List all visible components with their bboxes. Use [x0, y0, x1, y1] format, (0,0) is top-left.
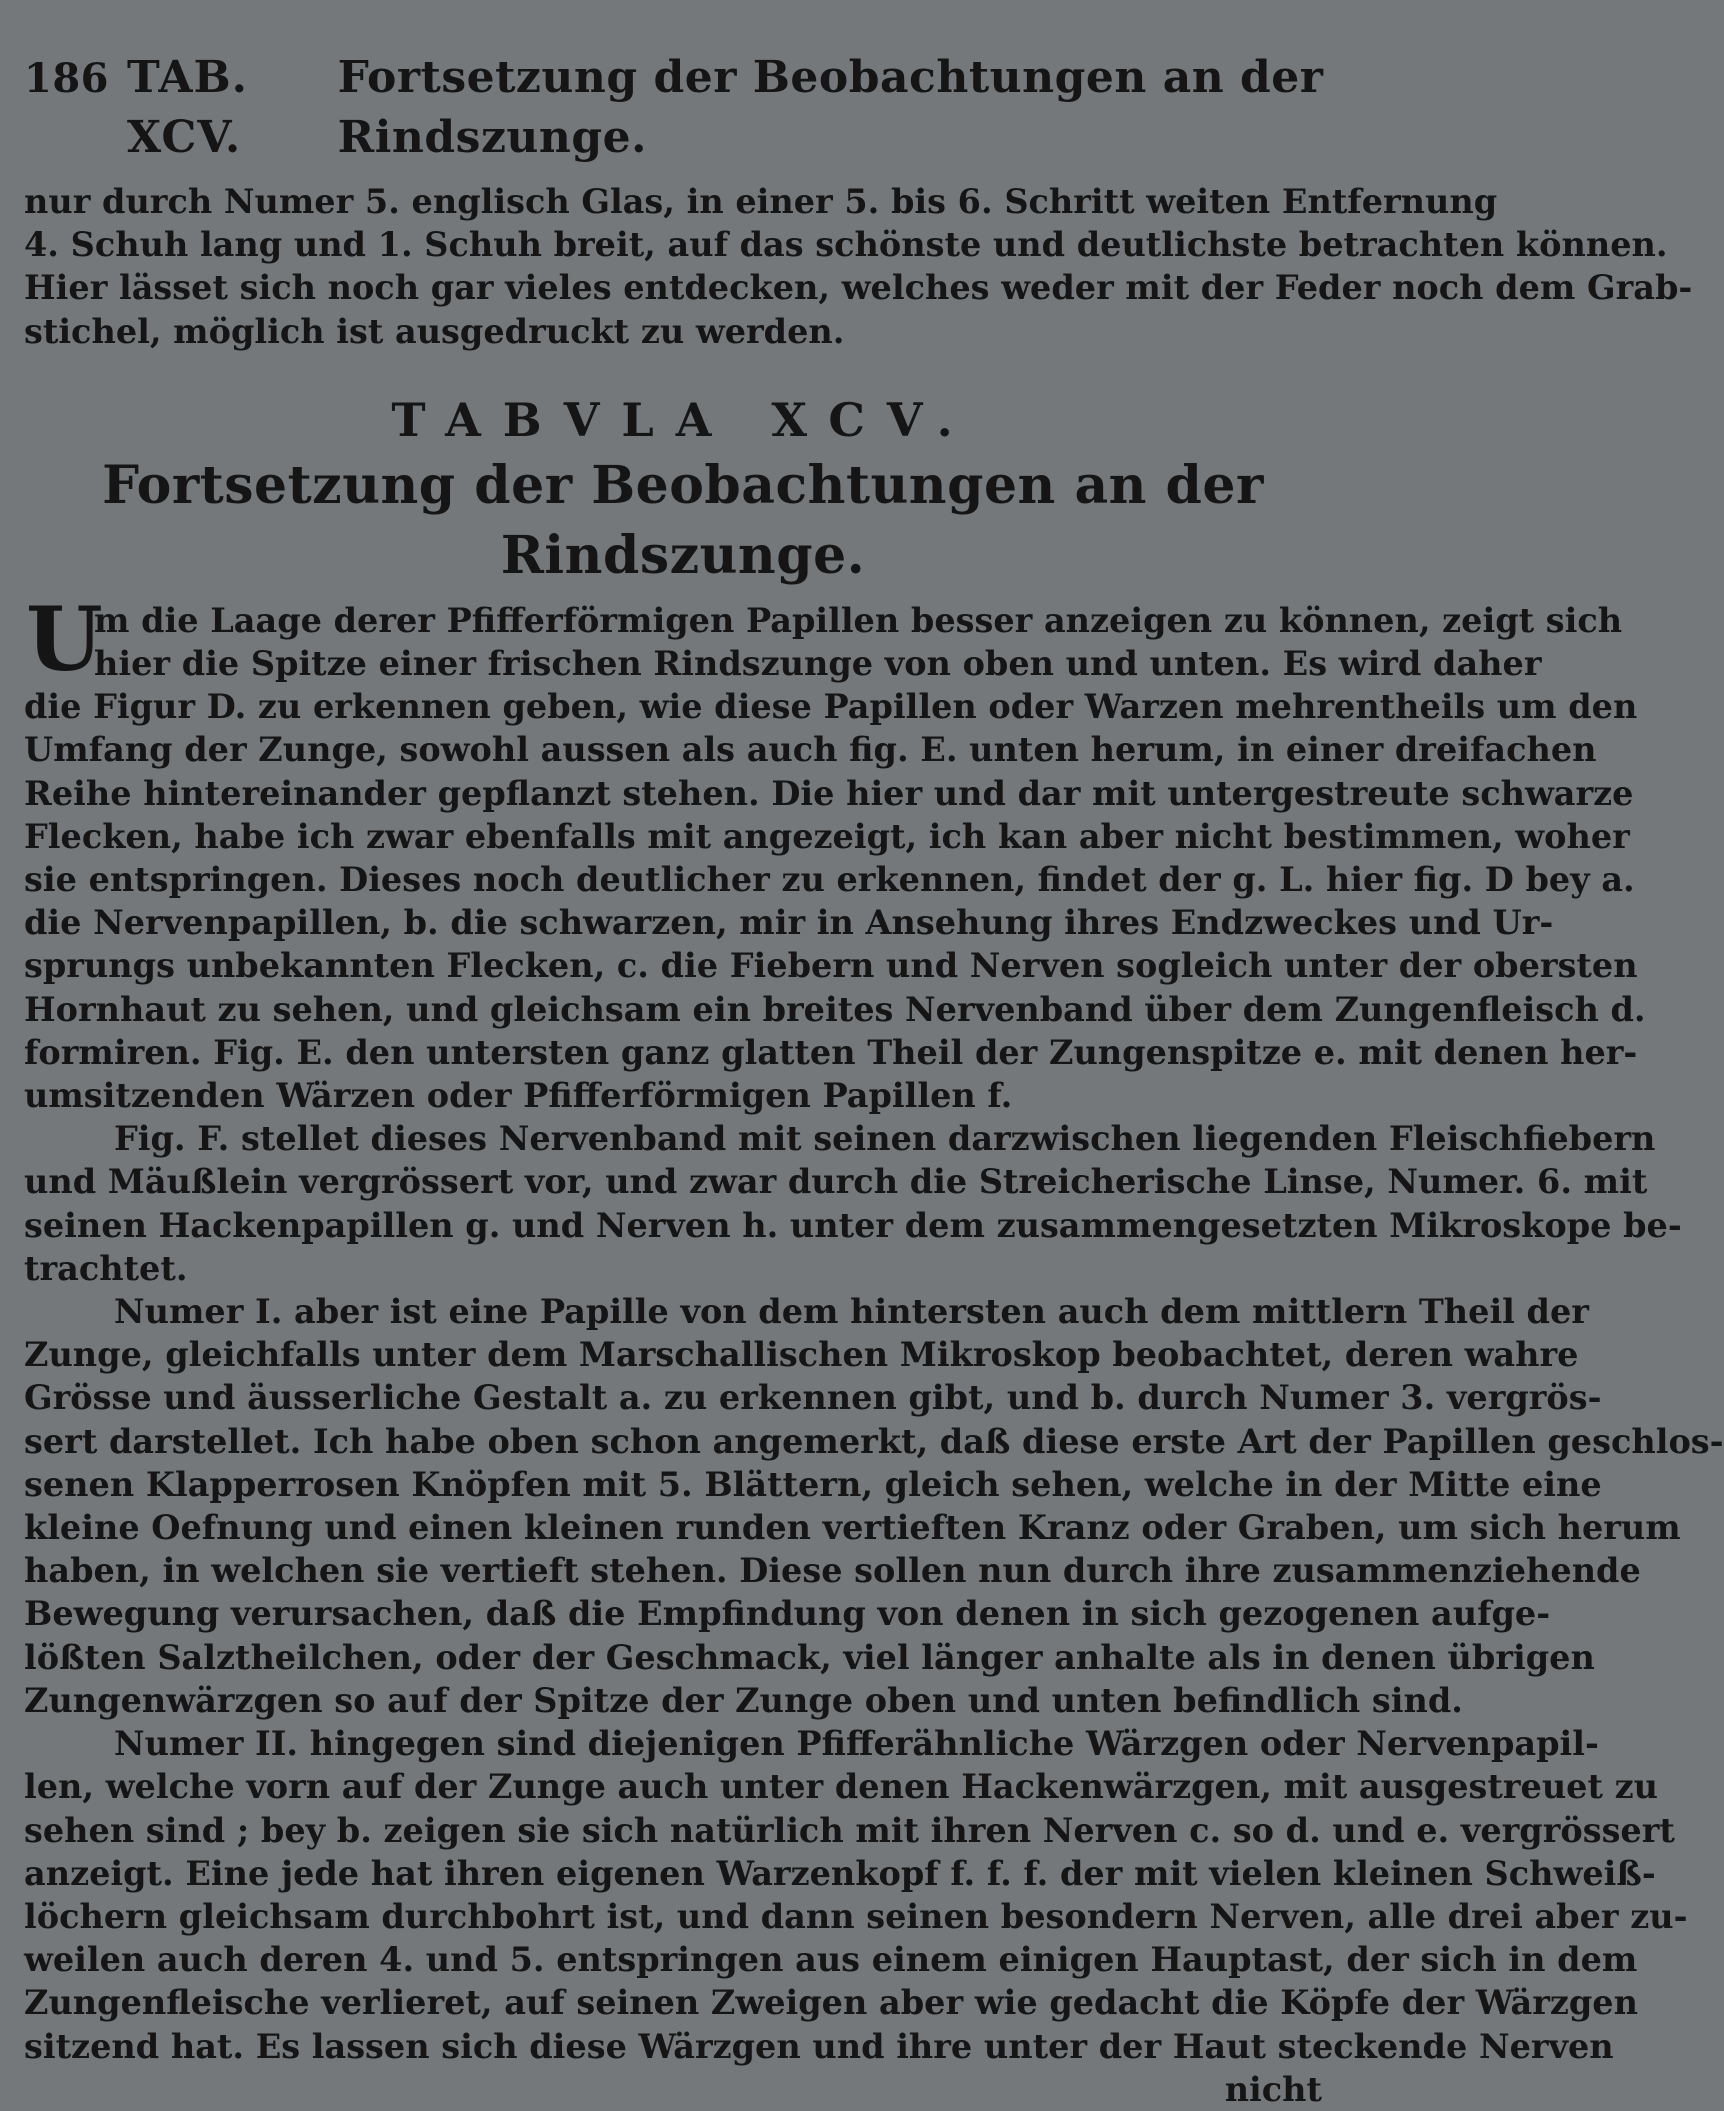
- text-line: m die Laage derer Pfifferförmigen Papillen besser anzeigen zu können, zeigt sich: [94, 600, 1623, 640]
- text-line: Zungenwärzgen so auf der Spitze der Zunge oben und unten befindlich sind.: [24, 1680, 1463, 1720]
- text-line: len, welche vorn auf der Zunge auch unter denen Hackenwärzgen, mit ausgestreuet zu: [24, 1767, 1659, 1807]
- text-line: Grösse und äusserliche Gestalt a. zu erkennen gibt, und b. durch Numer 3. vergrös-: [24, 1378, 1602, 1418]
- text-line: senen Klapperrosen Knöpfen mit 5. Blättern, gleich sehen, welche in der Mitte eine: [24, 1464, 1602, 1504]
- text-line: Hornhaut zu sehen, und gleichsam ein breites Nervenband über dem Zungenfleisch d.: [24, 989, 1646, 1029]
- text-line: trachtet.: [24, 1248, 188, 1288]
- paragraph-3: [24, 1290, 1724, 1722]
- text-line: anzeigt. Eine jede hat ihren eigenen Warzenkopf f. f. f. der mit vielen kleinen Schweiß-: [24, 1853, 1656, 1893]
- section-heading: Fortsetzung der Beobachtungen an der Rindszunge.: [102, 454, 1264, 586]
- text-line: die Nervenpapillen, b. die schwarzen, mir in Ansehung ihres Endzweckes und Ur-: [24, 903, 1554, 943]
- paragraph-1: [24, 586, 1646, 1117]
- intro-text: [24, 180, 1693, 353]
- text-line: sie entspringen. Dieses noch deutlicher zu erkennen, findet der g. L. hier fig. D bey a.: [24, 860, 1635, 900]
- text-line: Umfang der Zunge, sowohl aussen als auch fig. E. unten herum, in einer dreifachen: [24, 730, 1597, 770]
- text-line: löchern gleichsam durchbohrt ist, und dann seinen besondern Nerven, alle drei aber zu-: [24, 1896, 1688, 1936]
- text-line: sehen sind ; bey b. zeigen sie sich natürlich mit ihren Nerven c. so d. und e. vergrössert: [24, 1810, 1675, 1850]
- text-line: die Figur D. zu erkennen geben, wie diese Papillen oder Warzen mehrentheils um den: [24, 687, 1638, 727]
- section-label: TABVLA XCV.: [391, 392, 975, 447]
- text-line: stichel, möglich ist ausgedruckt zu werden.: [24, 311, 845, 351]
- text-line: formiren. Fig. E. den untersten ganz glatten Theil der Zungenspitze e. mit denen her-: [24, 1032, 1638, 1072]
- plate-label: TAB. XCV.: [127, 52, 248, 163]
- text-line: Fig. F. stellet dieses Nervenband mit seinen darzwischen liegenden Fleischfiebern: [114, 1119, 1656, 1159]
- running-head: [24, 48, 1342, 168]
- text-line: seinen Hackenpapillen g. und Nerven h. unter dem zusammengesetzten Mikroskope be-: [24, 1205, 1682, 1245]
- text-line: Zunge, gleichfalls unter dem Marschallischen Mikroskop beobachtet, deren wahre: [24, 1335, 1579, 1375]
- text-line: lößten Salztheilchen, oder der Geschmack, viel länger anhalte als in denen übrigen: [24, 1637, 1595, 1677]
- text-line: umsitzenden Wärzen oder Pfifferförmigen Papillen f.: [24, 1076, 1013, 1116]
- paragraph-4: [24, 1722, 1688, 2068]
- text-line: 4. Schuh lang und 1. Schuh breit, auf das schönste und deutlichste betrachten können.: [24, 225, 1668, 265]
- text-line: kleine Oefnung und einen kleinen runden vertieften Kranz oder Graben, um sich herum: [24, 1508, 1681, 1548]
- text-line: Hier lässet sich noch gar vieles entdecken, welches weder mit der Feder noch dem Grab-: [24, 268, 1693, 308]
- text-line: Numer I. aber ist eine Papille von dem hintersten auch dem mittlern Theil der: [114, 1292, 1589, 1332]
- running-title: Fortsetzung der Beobachtungen an der Rindszunge.: [337, 52, 1324, 163]
- text-line: Zungenfleische verlieret, auf seinen Zweigen aber wie gedacht die Köpfe der Wärzgen: [24, 1983, 1638, 2023]
- text-line: haben, in welchen sie vertieft stehen. Diese sollen nun durch ihre zusammenziehende: [24, 1551, 1641, 1591]
- catchword: nicht: [1224, 2069, 1322, 2109]
- page-number: 186: [24, 55, 109, 102]
- text-line: nur durch Numer 5. englisch Glas, in einer 5. bis 6. Schritt weiten Entfernung: [24, 182, 1498, 221]
- text-line: weilen auch deren 4. und 5. entspringen aus einem einigen Hauptast, der sich in dem: [24, 1940, 1638, 1980]
- text-line: sitzend hat. Es lassen sich diese Wärzgen und ihre unter der Haut steckende Nerven: [24, 2026, 1614, 2066]
- text-line: und Mäußlein vergrössert vor, und zwar durch die Streicherische Linse, Numer. 6. mit: [24, 1162, 1648, 1202]
- text-line: Reihe hintereinander gepflanzt stehen. Die hier und dar mit untergestreute schwarze: [24, 773, 1634, 813]
- text-line: sert darstellet. Ich habe oben schon angemerkt, daß diese erste Art der Papillen geschlos-: [24, 1421, 1724, 1461]
- text-line: hier die Spitze einer frischen Rindszunge von oben und unten. Es wird daher: [94, 644, 1542, 684]
- text-line: sprungs unbekannten Flecken, c. die Fiebern und Nerven sogleich unter der obersten: [24, 946, 1638, 986]
- paragraph-2: [24, 1117, 1682, 1290]
- drop-cap: U: [26, 586, 103, 691]
- text-line: Flecken, habe ich zwar ebenfalls mit angezeigt, ich kan aber nicht bestimmen, woher: [24, 816, 1630, 856]
- text-line: Numer II. hingegen sind diejenigen Pfifferähnliche Wärzgen oder Nervenpapil-: [114, 1724, 1599, 1764]
- text-line: Bewegung verursachen, daß die Empfindung von denen in sich gezogenen aufge-: [24, 1594, 1551, 1634]
